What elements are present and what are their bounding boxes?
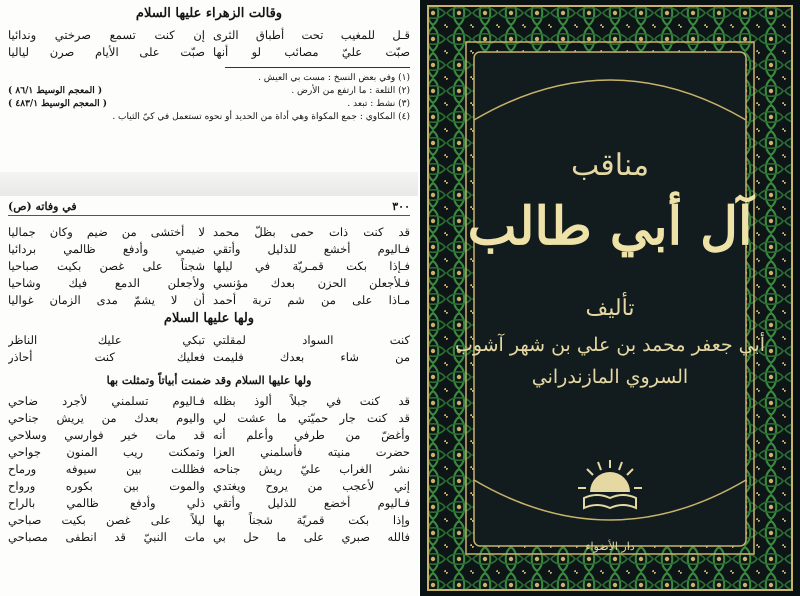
verse-hemistich-right: فـإذا بكت قمـريّة في ليلها [213,259,410,273]
cover-author-nisba: السروي المازندراني [531,366,689,388]
verse-hemistich-right: وأغضّ من طرفي وأعلم أنه [213,428,410,442]
footnote [8,72,410,85]
verse-line [8,529,410,546]
verse-hemistich-right: وإذا بكت قمريّة شجناً بها [213,513,410,527]
section-heading: وقالت الزهراء عليها السلام [135,6,283,21]
verse-hemistich-left: أن لا يشمّ مدى الزمان غواليا [8,293,205,307]
cover-title-line-1: مناقب [570,148,650,183]
footnote-text: (٢) الثلعة : ما ارتفع من الأرض . [291,86,410,96]
verse-hemistich-left: قد مات خير فوارسي وسلاحي [8,428,205,442]
footnote-text: (٣) نشط : تبعد . [347,99,410,109]
footnote [8,111,410,124]
verse-hemistich-left: ولأجعلن الدمع فيك وشاحيا [8,276,205,290]
verse-line [8,292,410,309]
verse-line [8,478,410,495]
verse-line [8,27,410,44]
cover-author-label: تأليف [585,296,635,321]
footnote-text: (٤) المكاوي : جمع المكواة وهي أداة من الحديد أو نحوه تستعمل في كيّ الثياب . [112,112,410,122]
page-number: ٣٠٠ [392,200,410,213]
verse-hemistich-right: كنت السواد لمقلتي [213,333,410,347]
verse-line [8,349,410,366]
verse-hemistich-left: فعليك كنت أحاذر [8,350,205,364]
verse-line [8,241,410,258]
section-heading: ولها عليها السلام [163,311,255,326]
footnote [8,85,410,98]
footnote-ref: ( المعجم الوسيط ٨٦/١ ) [8,86,103,96]
verse-line [8,512,410,529]
verse-hemistich-right: فـاليوم أخضع للذليل وأتقي [213,496,410,510]
verse-hemistich-left: ضيمي وأدفع ظالمي بردائيا [8,242,205,256]
verse-hemistich-left: واليوم بعدك من يريش جناحي [8,411,205,425]
verse-line [8,444,410,461]
verse-line [8,275,410,292]
verse-line [8,495,410,512]
top-page-scan [0,0,418,180]
verse-hemistich-right: فالله صبري على ما حل بي [213,530,410,544]
verse-hemistich-left: والموت بين بكوره ورواح [8,479,205,493]
verse-line [8,461,410,478]
verse-hemistich-left: شجناً على غصن بكيت صباحيا [8,259,205,273]
verse-line [8,258,410,275]
footnote [8,98,410,111]
cover-author-name: أبي جعفر محمد بن علي بن شهر آشوب [454,334,766,356]
verse-hemistich-right: من شاء بعدك فليمت [213,350,410,364]
cover-title-line-2: آل أبي طالب [467,196,753,257]
verse-hemistich-right: قـل للمغيب تحت أطباق الثرى [213,28,410,42]
verse-hemistich-right: إني لأعجب من يروح ويغتدي [213,479,410,493]
verse-hemistich-right: قد كنت جار حميّتي ما عشت لي [213,411,410,425]
page-separator [0,172,418,196]
verse-hemistich-left: ليلاً على غصن بكيت صباحي [8,513,205,527]
verse-hemistich-left: لا أختشى من ضيم وكان جماليا [8,225,205,239]
verse-hemistich-left: مات النبيّ قد انطفى مصباحي [8,530,205,544]
footnote-divider [225,67,410,68]
verse-hemistich-left: تبكي عليك الناظر [8,333,205,347]
verse-hemistich-right: قد كنت في جبلاً ألوذ بظله [213,394,410,408]
verse-line [8,427,410,444]
verse-hemistich-left: فظللت بين سيوفه ورماح [8,462,205,476]
section-heading: ولها عليها السلام وقد ضمنت أبياتاً وتمثلت بها [106,374,312,387]
book-cover [420,0,800,596]
page-header [8,200,410,216]
bottom-page-scan [0,196,418,596]
cover-publisher: دار الأضواء [585,540,635,553]
verse-hemistich-left: إن كنت تسمع صرختي وندائيا [8,28,205,42]
verse-line [8,410,410,427]
verse-hemistich-right: فـلأجعلن الحزن بعدك مؤنسي [213,276,410,290]
verse-hemistich-right: صبّت عليّ مصائب لو أنها [213,45,410,59]
verse-hemistich-left: وتمكنت ريب المنون جواحي [8,445,205,459]
verse-hemistich-right: فـاليوم أخشع للذليل وأتقي [213,242,410,256]
verse-line [8,224,410,241]
verse-hemistich-right: نشر الغراب عليّ ريش جناحه [213,462,410,476]
verse-line [8,393,410,410]
footnote-text: (١) وفي بعض النسخ : مست بي العيش . [258,73,410,83]
page-running-title: في وفاته (ص) [8,200,77,213]
footnote-ref: ( المعجم الوسيط ٤٨٣/١ ) [8,99,107,109]
verse-hemistich-right: قد كنت ذات حمى بظلّ محمد [213,225,410,239]
verse-hemistich-left: فـاليوم تسلمني لأجرد ضاحي [8,394,205,408]
verse-line [8,332,410,349]
verse-hemistich-left: صبّت على الأيام صرن لياليا [8,45,205,59]
verse-hemistich-left: ذلي وأدفع ظالمي بالراح [8,496,205,510]
verse-hemistich-right: مـاذا على من شم تربة أحمد [213,293,410,307]
verse-hemistich-right: حضرت منيته فأسلمني العزا [213,445,410,459]
verse-line [8,44,410,61]
